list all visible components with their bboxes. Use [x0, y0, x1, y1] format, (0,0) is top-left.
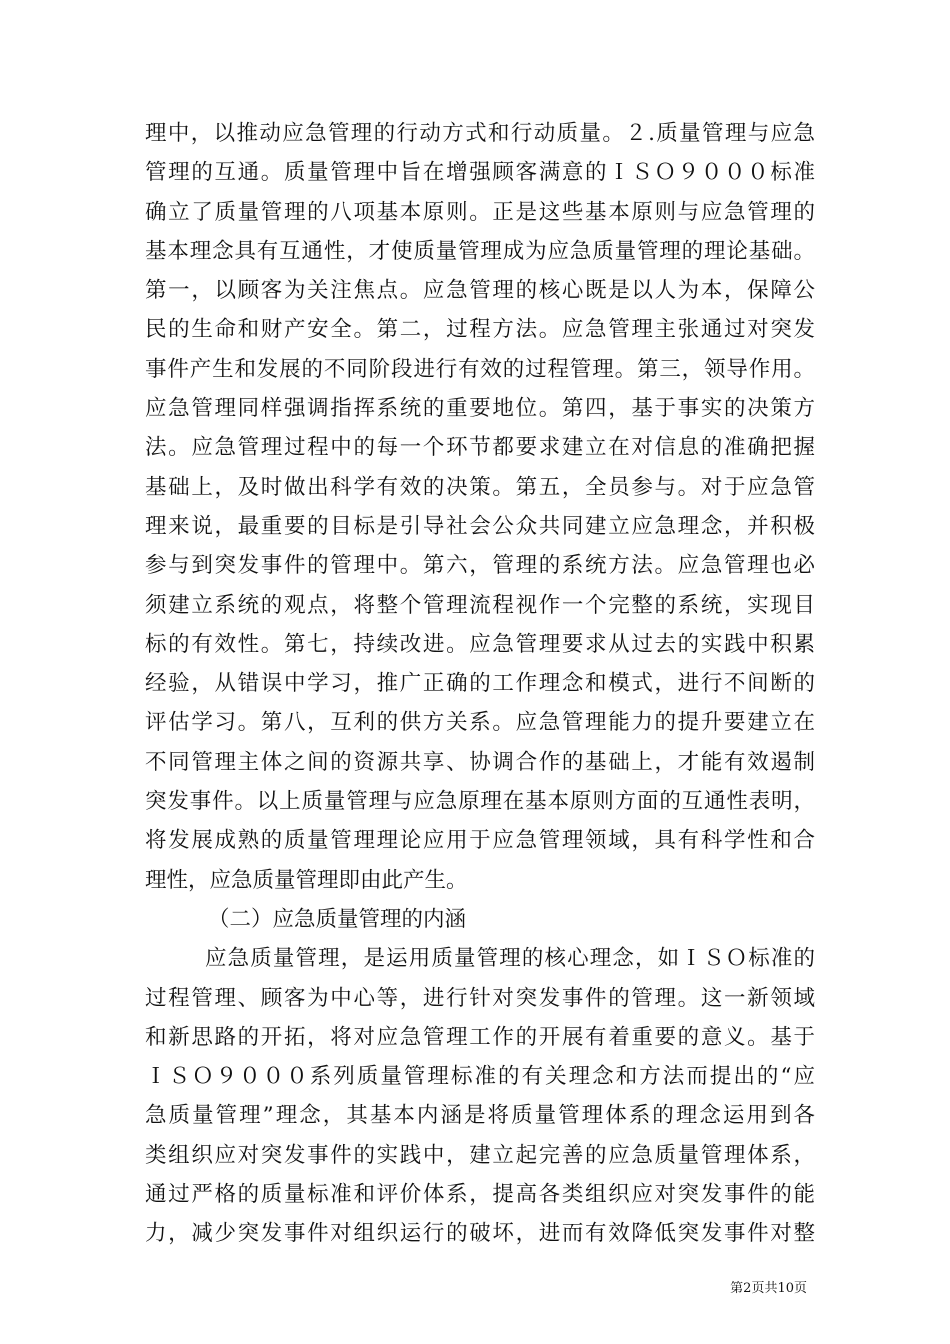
text-line: 突发事件。以上质量管理与应急原理在基本原则方面的互通性表明， — [145, 789, 815, 815]
section-heading: （二）应急质量管理的内涵 — [208, 906, 467, 932]
text-line: 通过严格的质量标准和评价体系，提高各类组织应对突发事件的能 — [145, 1182, 815, 1208]
text-line: 将发展成熟的质量管理理论应用于应急管理领域，具有科学性和合 — [145, 828, 815, 854]
text-line: 理性，应急质量管理即由此产生。 — [145, 867, 468, 893]
text-line: 过程管理、顾客为中心等，进行针对突发事件的管理。这一新领域 — [145, 985, 815, 1011]
text-line: 力，减少突发事件对组织运行的破坏，进而有效降低突发事件对整 — [145, 1221, 815, 1247]
text-line: 参与到突发事件的管理中。第六，管理的系统方法。应急管理也必 — [145, 553, 815, 579]
body-text — [145, 114, 815, 1254]
text-line: 经验，从错误中学习，推广正确的工作理念和模式，进行不间断的 — [145, 671, 815, 697]
text-line: 基础上，及时做出科学有效的决策。第五，全员参与。对于应急管 — [145, 474, 815, 500]
page-number-footer: 第2页共10页 — [730, 1281, 807, 1296]
text-line: 法。应急管理过程中的每一个环节都要求建立在对信息的准确把握 — [145, 435, 815, 461]
text-line: ＩＳＯ９０００系列质量管理标准的有关理念和方法而提出的“应 — [145, 1064, 815, 1090]
text-line: 理来说，最重要的目标是引导社会公众共同建立应急理念，并积极 — [145, 513, 815, 539]
text-line: 评估学习。第八，互利的供方关系。应急管理能力的提升要建立在 — [145, 710, 815, 736]
text-line: 不同管理主体之间的资源共享、协调合作的基础上，才能有效遏制 — [145, 749, 815, 775]
text-line: 急质量管理”理念，其基本内涵是将质量管理体系的理念运用到各 — [145, 1103, 815, 1129]
text-line: 须建立系统的观点，将整个管理流程视作一个完整的系统，实现目 — [145, 592, 815, 618]
text-line: 标的有效性。第七，持续改进。应急管理要求从过去的实践中积累 — [145, 631, 815, 657]
text-line: 管理的互通。质量管理中旨在增强顾客满意的ＩＳＯ９０００标准 — [145, 160, 815, 186]
text-line: 应急质量管理，是运用质量管理的核心理念，如ＩＳＯ标准的 — [205, 946, 815, 972]
text-line: 应急管理同样强调指挥系统的重要地位。第四，基于事实的决策方 — [145, 396, 815, 422]
text-line: 事件产生和发展的不同阶段进行有效的过程管理。第三，领导作用。 — [145, 356, 815, 382]
text-line: 确立了质量管理的八项基本原则。正是这些基本原则与应急管理的 — [145, 199, 815, 225]
text-line: 基本理念具有互通性，才使质量管理成为应急质量管理的理论基础。 — [145, 238, 815, 264]
text-line: 理中，以推动应急管理的行动方式和行动质量。２.质量管理与应急 — [145, 121, 815, 146]
text-line: 和新思路的开拓，将对应急管理工作的开展有着重要的意义。基于 — [145, 1024, 815, 1050]
text-line: 民的生命和财产安全。第二，过程方法。应急管理主张通过对突发 — [145, 317, 815, 343]
text-line: 类组织应对突发事件的实践中，建立起完善的应急质量管理体系， — [145, 1142, 815, 1168]
text-line: 第一，以顾客为关注焦点。应急管理的核心既是以人为本，保障公 — [145, 278, 815, 304]
